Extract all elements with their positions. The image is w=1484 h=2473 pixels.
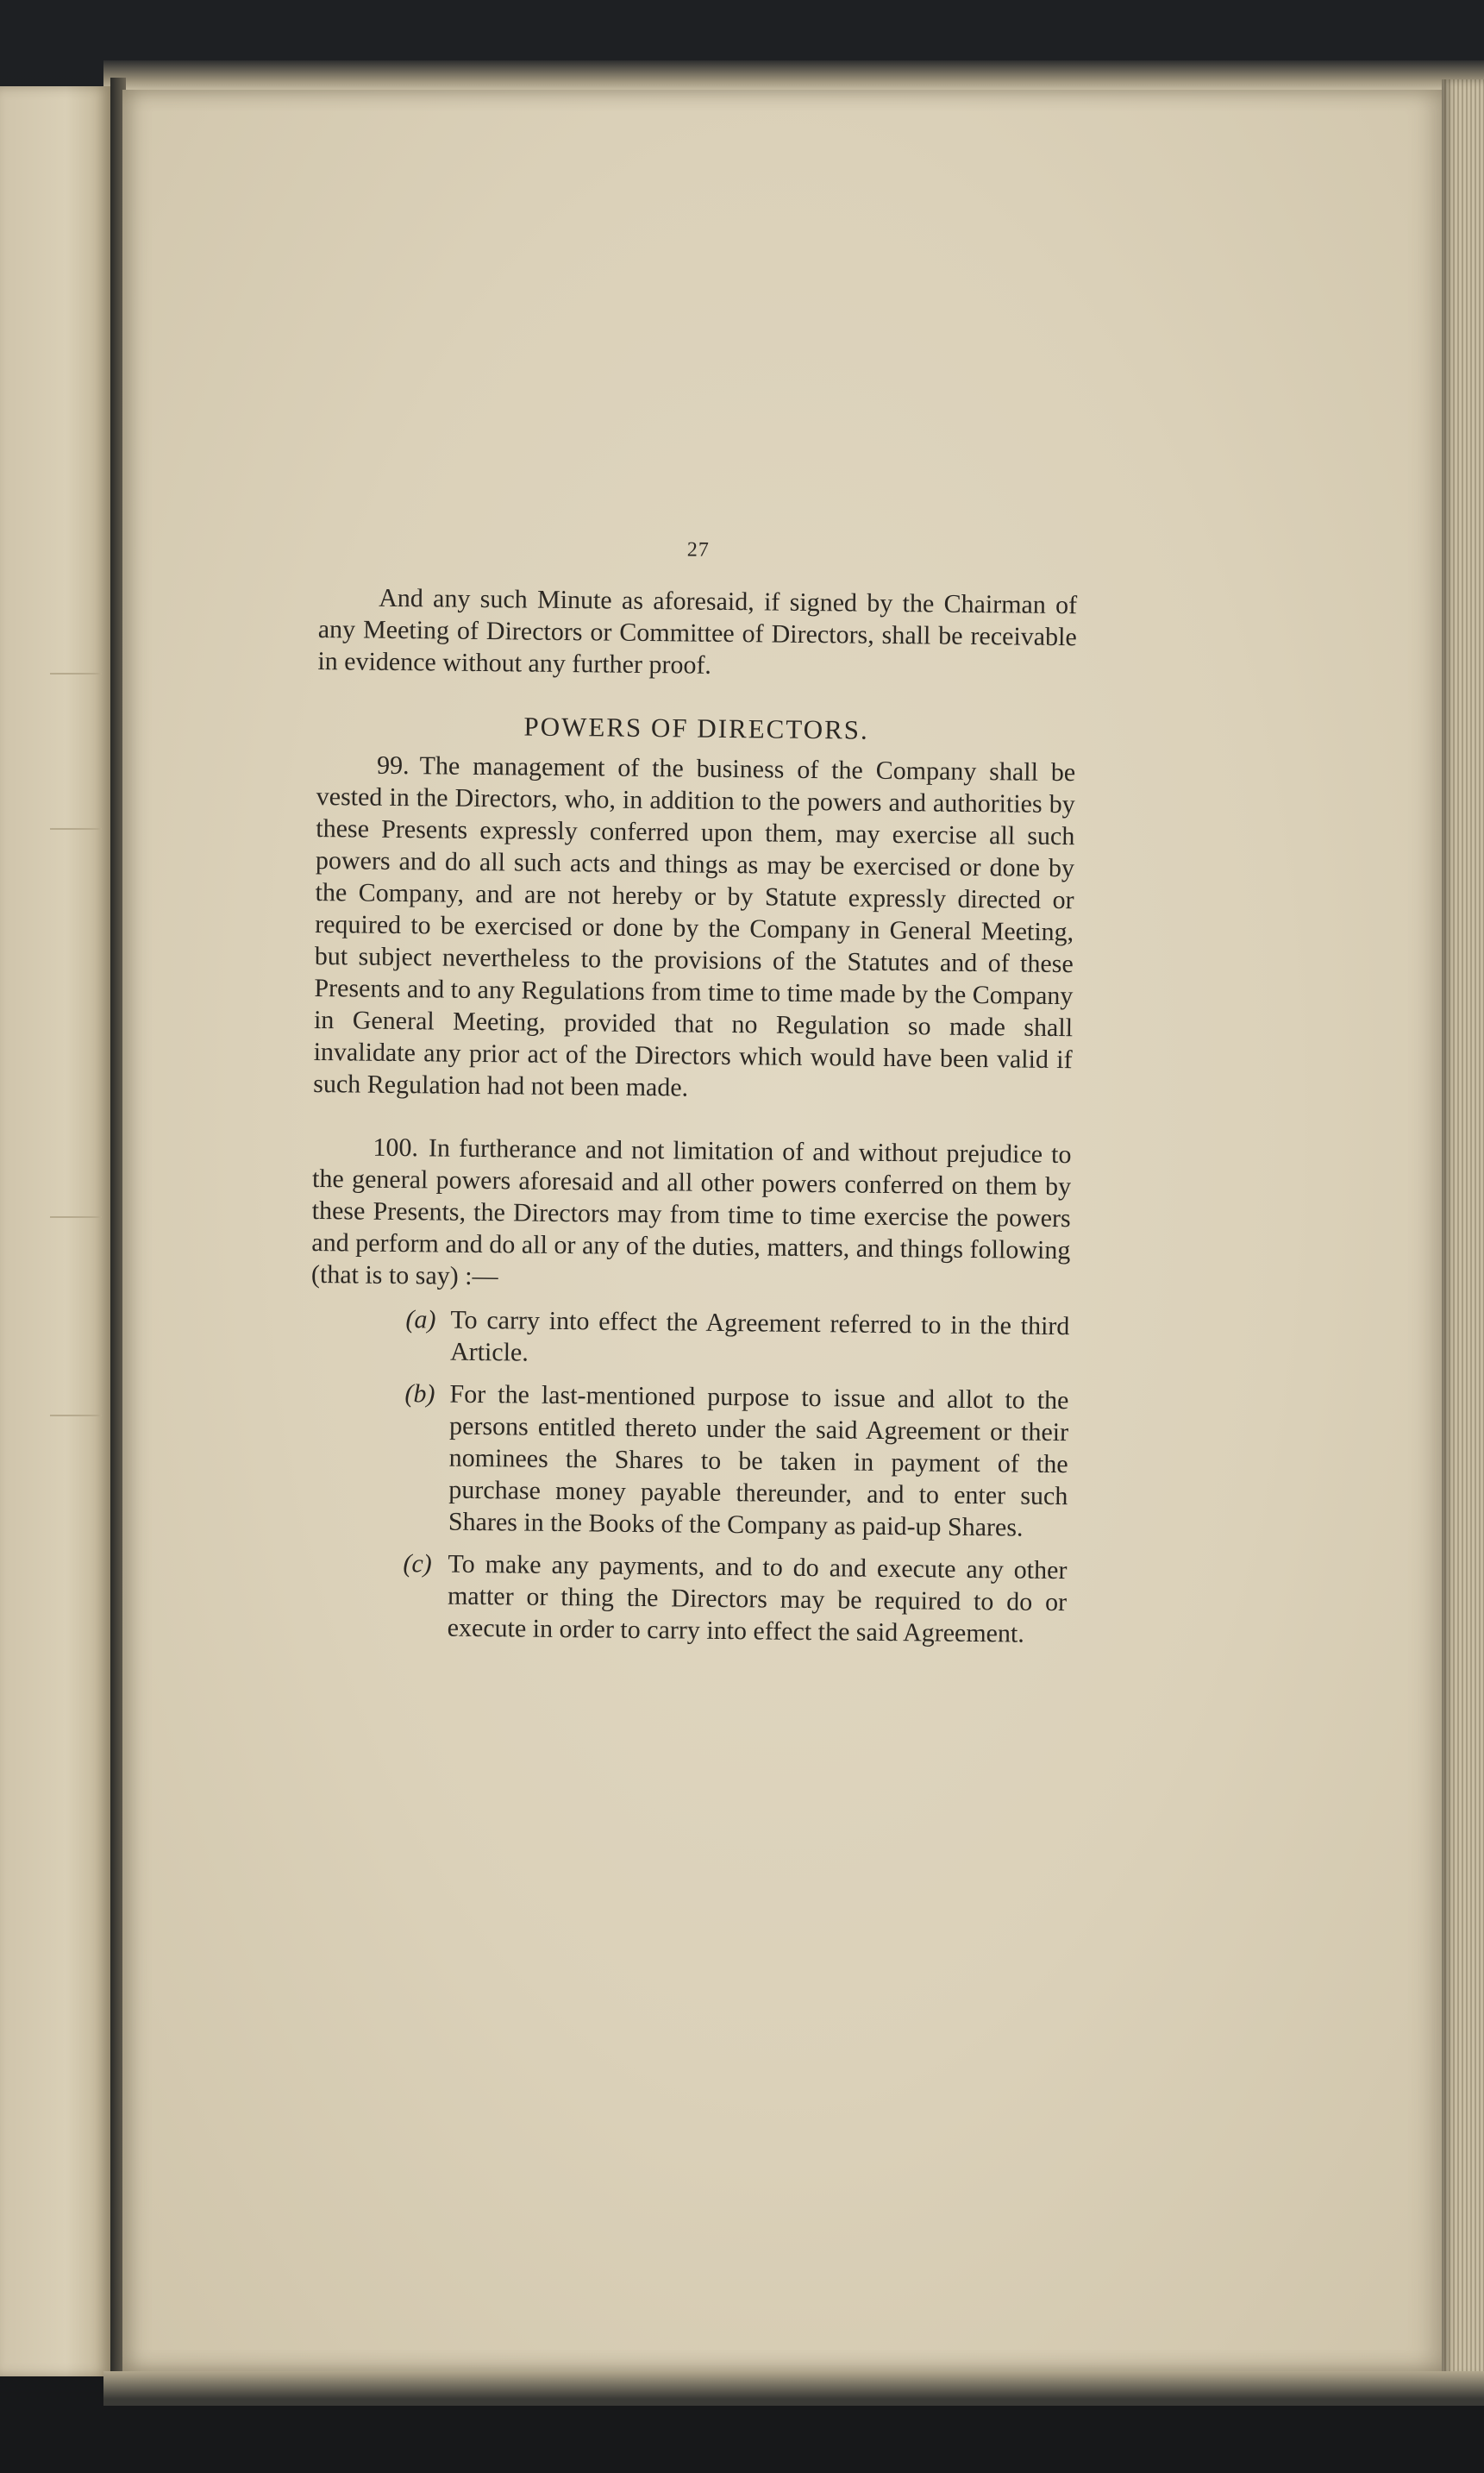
page-mark bbox=[50, 673, 102, 675]
list-item bbox=[402, 1547, 1067, 1650]
section-heading: POWERS OF DIRECTORS. bbox=[523, 711, 869, 745]
page-text bbox=[307, 530, 1078, 1660]
item-text: For the last-mentioned purpose to issue and allot to the persons entitled thereto under the said Agreement or their nominees the Shares to be taken in payment of the purchase money payable thereunder, and to enter such Shares in the Books of the Company as paid-up Shares. bbox=[448, 1379, 1069, 1542]
page-number: 27 bbox=[686, 538, 710, 562]
book-bottom-edge bbox=[103, 2371, 1484, 2406]
clause-text: In furtherance and not limitation of and without prejudice to the general powers aforesaid and all other powers conferred on them by these Presents, the Directors may from time to time exercise the powers and perform and do all or any of the duties, matters, and things following (that is to say) :— bbox=[310, 1133, 1072, 1291]
clause-number: 99. bbox=[376, 750, 410, 781]
page-mark bbox=[50, 1415, 102, 1416]
clause-number: 100. bbox=[373, 1133, 419, 1163]
clause-99 bbox=[313, 749, 1075, 1108]
item-label: (a) bbox=[405, 1305, 436, 1334]
item-text: To make any payments, and to do and execute any other matter or thing the Directors may be required to do or execute in order to carry into effect the said Agreement. bbox=[447, 1549, 1068, 1648]
minute-paragraph: And any such Minute as aforesaid, if signed by the Chairman of any Meeting of Directors or Committee of Directors, shall be receivable in evidence without any further proof. bbox=[317, 583, 1078, 680]
clause-100 bbox=[311, 1131, 1072, 1298]
list-item bbox=[405, 1303, 1070, 1374]
left-page-edge bbox=[0, 86, 116, 2376]
right-page-stack bbox=[1442, 79, 1484, 2378]
list-item bbox=[404, 1378, 1069, 1544]
item-label: (b) bbox=[404, 1379, 435, 1409]
page-mark bbox=[50, 1216, 102, 1218]
item-text: To carry into effect the Agreement referred to in the third Article. bbox=[449, 1305, 1070, 1367]
clause-100-items bbox=[402, 1303, 1069, 1650]
page-mark bbox=[50, 828, 102, 830]
item-label: (c) bbox=[403, 1549, 432, 1579]
clause-text: The management of the business of the Company shall be vested in the Directors, who, in addition to the powers and authorities by these Presents expressly conferred upon them, may exercise all such powers and do all such acts and things as may be exercised or done by the Company, and are not hereby or by Statute expressly directed or required to be exercised or done by the Company in General Meeting, but subject nevertheless to the provisions of the Statutes and of these Presents and to any Regulations from time to time made by the Company in General Meeting, provided that no Regulation so made shall invalidate any prior act of the Directors which would have been valid if such Regulation had not been made. bbox=[313, 751, 1076, 1102]
book-top-edge bbox=[103, 60, 1484, 90]
